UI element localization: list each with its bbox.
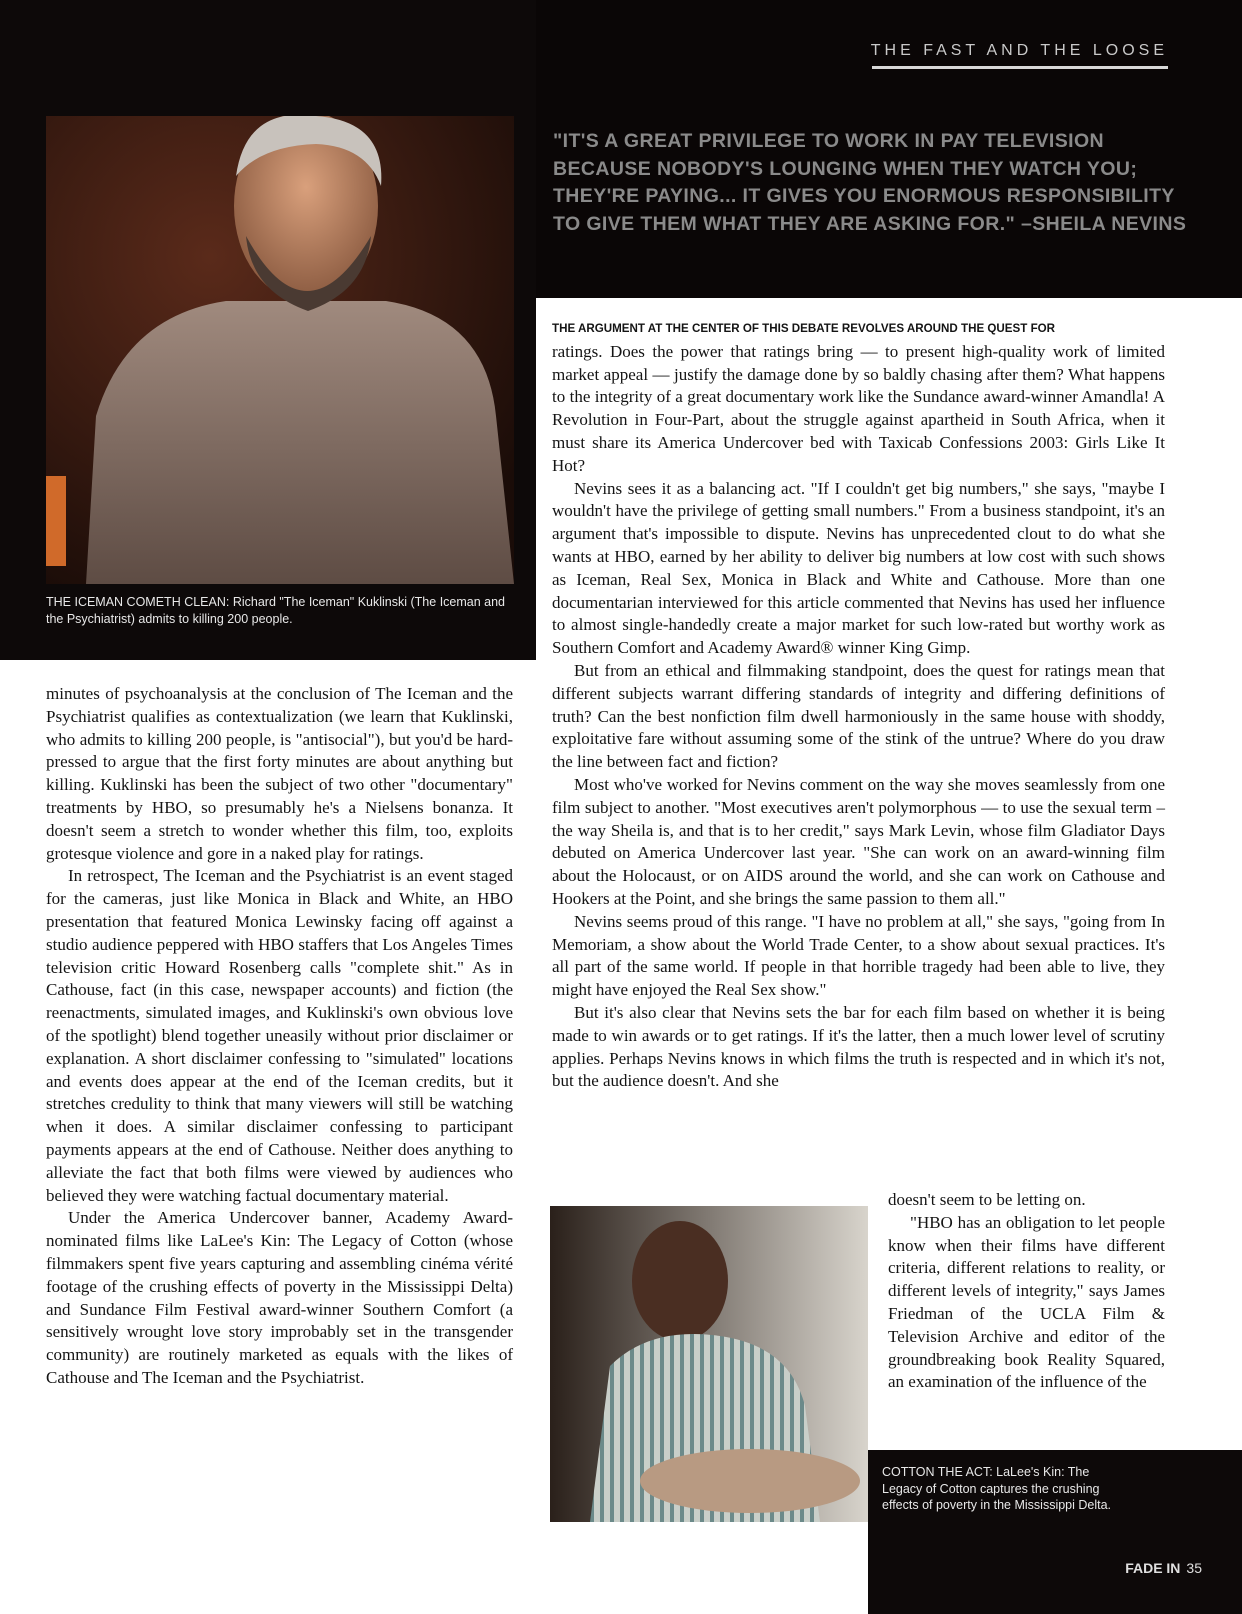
running-head-rule — [872, 66, 1168, 69]
paragraph: In retrospect, The Iceman and the Psychiatrist is an event staged for the cameras, just like Monica in Black and White, an HBO presentation that featured Monica Lewinsky facing off against a studio audience peppered with HBO staffers that Los Angeles Times television critic Howard Rosenberg calls "complete shit." As in Cathouse, fact (in this case, newspaper accounts) and fiction (the reenactments, simulated images, and Kuklinski's own obvious love of the spotlight) blend together uneasily without prior disclaimer or explanation. A short disclaimer confessing to "simulated" locations and events does appear at the end of the Iceman credits, but it stretches credulity to think that many viewers will still be watching when it does. A similar disclaimer confessing to participant payments appears at the end of Cathouse. Neither does anything to alleviate the fact that both films were viewed by audiences who believed they were watching factual documentary material. — [46, 866, 513, 1205]
page-folio — [1125, 1560, 1202, 1576]
right-column — [552, 318, 1165, 1093]
paragraph: minutes of psychoanalysis at the conclusion of The Iceman and the Psychiatrist qualifies as contextualization (we learn that Kuklinski, who admits to killing 200 people, is "antisocial"), but you'd be hard-pressed to argue that the first forty minutes are about anything but killing. Kuklinski has been the subject of two other "documentary" treatments by HBO, so presumably he's a Nielsens bonanza. It doesn't seem a stretch to wonder whether this film, too, exploits grotesque violence and gore in a naked play for ratings. — [46, 684, 513, 863]
paragraph: "HBO has an obligation to let people know when their films have different criteria, different relations to reality, or different levels of integrity," says James Friedman of the UCLA Film & Television Archive and editor of the groundbreaking book Reality Squared, an examination of the influence of the — [888, 1212, 1165, 1392]
page-number: 35 — [1186, 1560, 1202, 1576]
lalee-photo — [550, 1206, 868, 1522]
lalee-caption: COTTON THE ACT: LaLee's Kin: The Legacy of Cotton captures the crushing effects of poverty in the Mississippi Delta. — [882, 1465, 1112, 1512]
lead-in: THE ARGUMENT AT THE CENTER OF THIS DEBATE REVOLVES AROUND THE QUEST FOR — [552, 322, 1056, 335]
iceman-caption: THE ICEMAN COMETH CLEAN: Richard "The Iceman" Kuklinski (The Iceman and the Psychiatrist) admits to killing 200 people. — [46, 595, 506, 626]
pull-quote: "IT'S A GREAT PRIVILEGE TO WORK IN PAY TELEVISION BECAUSE NOBODY'S LOUNGING WHEN THEY WATCH YOU; THEY'RE PAYING... IT GIVES YOU ENORMOUS RESPONSIBILITY TO GIVE THEM WHAT THEY ARE ASKING FOR." –SHEILA NEVINS — [553, 130, 1187, 235]
paragraph: Under the America Undercover banner, Academy Award-nominated films like LaLee's Kin: The Legacy of Cotton (whose filmmakers spent five years capturing and assembling cinéma vérité footage of the crushing effects of poverty in the Mississippi Delta) and Sundance Film Festival award-winner Southern Comfort (a sensitively wrought love story improbably set in the transgender community) are routinely marketed as equals with the likes of Cathouse and The Iceman and the Psychiatrist. — [46, 1208, 513, 1387]
paragraph: ratings. Does the power that ratings bring — to present high-quality work of limited market appeal — justify the damage done by so baldly chasing after them? What happens to the integrity of a great documentary work like the Sundance award-winner Amandla! A Revolution in Four-Part, about the struggle against apartheid in South Africa, when it must share its America Undercover bed with Taxicab Confessions 2003: Girls Like It Hot? — [552, 341, 1165, 475]
running-head: THE FAST AND THE LOOSE — [870, 42, 1168, 59]
paragraph: Nevins sees it as a balancing act. "If I couldn't get big numbers," she says, "maybe I wouldn't have the privilege of getting small numbers." From a business standpoint, it's an argument that's impossible to dispute. Nevins has unprecedented clout to do what she wants at HBO, earned by her ability to deliver big numbers at low cost with such shows as Iceman, Real Sex, Monica in Black and White and Cathouse. More than one documentarian interviewed for this article commented that Nevins has used her influence to almost single-handedly create a major market for such low-rated but worthy work as Southern Comfort and Academy Award® winner King Gimp. — [552, 478, 1165, 658]
iceman-photo — [46, 116, 514, 584]
paragraph: But from an ethical and filmmaking standpoint, does the quest for ratings mean that different subjects warrant differing standards of integrity and differing definitions of truth? Can the best nonfiction film dwell harmoniously in the same house with shoddy, exploitative fare without assuming some of the stink of the untrue? Where do you draw the line between fact and fiction? — [552, 660, 1165, 772]
left-column — [46, 683, 513, 1390]
magazine-name: FADE IN — [1125, 1560, 1181, 1576]
paragraph: But it's also clear that Nevins sets the bar for each film based on whether it is being made to win awards or to get ratings. If it's the latter, then a much lower level of scrutiny applies. Perhaps Nevins knows in which films the truth is respected and in which it's not, but the audience doesn't. And she — [552, 1002, 1165, 1091]
paragraph: doesn't seem to be letting on. — [888, 1190, 1086, 1209]
right-column-continued — [888, 1189, 1165, 1394]
paragraph: Nevins seems proud of this range. "I have no problem at all," she says, "going from In Memoriam, a show about the World Trade Center, to a show about sexual practices. It's all part of the same world. If people in that horrible tragedy had been able to live, they might have enjoyed the Real Sex show." — [552, 911, 1165, 1000]
paragraph: Most who've worked for Nevins comment on the way she moves seamlessly from one film subject to another. "Most executives aren't polymorphous — to use the sexual term – the way Sheila is, and that is to her credit," says Mark Levin, whose film Gladiator Days debuted on America Undercover last year. "She can work on an award-winning film about the Holocaust, or on AIDS around the world, and she can work on Cathouse and Hookers at the Point, and she brings the same passion to them all." — [552, 774, 1165, 908]
